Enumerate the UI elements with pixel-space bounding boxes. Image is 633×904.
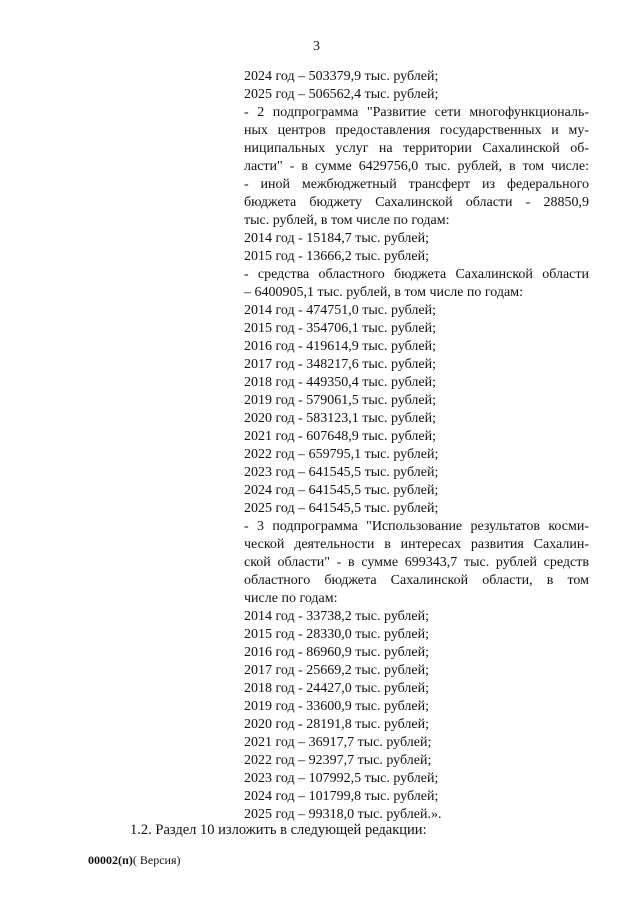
text-line: 2024 год – 503379,9 тыс. рублей; <box>244 69 439 84</box>
text-line: – 6400905,1 тыс. рублей, в том числе по годам: <box>244 285 523 300</box>
text-line: 2023 год – 641545,5 тыс. рублей; <box>244 465 439 480</box>
text-line: 2017 год - 25669,2 тыс. рублей; <box>244 663 430 678</box>
text-line: 2020 год - 28191,8 тыс. рублей; <box>244 717 430 732</box>
section-heading: 1.2. Раздел 10 изложить в следующей редакции: <box>130 822 427 838</box>
text-line: 2019 год - 33600,9 тыс. рублей; <box>244 699 430 714</box>
document-code: 00002(п) <box>88 853 133 867</box>
text-line: 2022 год – 92397,7 тыс. рублей; <box>244 753 432 768</box>
text-line: ской области" - в сумме 699343,7 тыс. рублей средств <box>244 555 589 570</box>
text-line: тыс. рублей, в том числе по годам: <box>244 213 450 228</box>
text-line: 2015 год - 13666,2 тыс. рублей; <box>244 249 430 264</box>
text-line: 2018 год - 449350,4 тыс. рублей; <box>244 375 437 390</box>
text-line: ческой деятельности в интересах развития Сахалин- <box>244 537 589 552</box>
text-line: 2014 год - 474751,0 тыс. рублей; <box>244 303 437 318</box>
text-line: 2021 год - 607648,9 тыс. рублей; <box>244 429 437 444</box>
text-line: 2017 год - 348217,6 тыс. рублей; <box>244 357 437 372</box>
document-body <box>244 68 589 824</box>
text-line: 2016 год - 86960,9 тыс. рублей; <box>244 645 430 660</box>
text-line: 2021 год – 36917,7 тыс. рублей; <box>244 735 432 750</box>
text-line: ных центров предоставления государственных и му- <box>244 123 589 138</box>
text-line: областного бюджета Сахалинской области, в том <box>244 573 589 588</box>
text-line: - 3 подпрограмма "Использование результатов косми- <box>244 519 589 534</box>
text-line: 2019 год - 579061,5 тыс. рублей; <box>244 393 437 408</box>
text-line: 2022 год – 659795,1 тыс. рублей; <box>244 447 439 462</box>
text-line: 2015 год - 28330,0 тыс. рублей; <box>244 627 430 642</box>
text-line: - средства областного бюджета Сахалинской области <box>244 267 589 282</box>
text-line: ниципальных услуг на территории Сахалинской об- <box>244 141 589 156</box>
text-line: 2018 год - 24427,0 тыс. рублей; <box>244 681 430 696</box>
text-line: 2014 год - 15184,7 тыс. рублей; <box>244 231 430 246</box>
text-line: 2020 год - 583123,1 тыс. рублей; <box>244 411 437 426</box>
text-line: 2024 год – 101799,8 тыс. рублей; <box>244 789 439 804</box>
page-number: 3 <box>313 39 320 54</box>
document-version: ( Версия) <box>132 853 181 867</box>
text-line: 2015 год - 354706,1 тыс. рублей; <box>244 321 437 336</box>
document-footer <box>88 852 181 868</box>
text-line: ласти" - в сумме 6429756,0 тыс. рублей, в том числе: <box>244 159 589 174</box>
text-line: - 2 подпрограмма "Развитие сети многофункциональ- <box>244 105 589 120</box>
text-line: - иной межбюджетный трансферт из федерального <box>244 177 589 192</box>
text-line: 2016 год - 419614,9 тыс. рублей; <box>244 339 437 354</box>
text-line: числе по годам: <box>244 591 338 606</box>
text-line: бюджета бюджету Сахалинской области - 28850,9 <box>244 195 589 210</box>
text-line: 2025 год – 99318,0 тыс. рублей.». <box>244 807 442 822</box>
text-line: 2014 год - 33738,2 тыс. рублей; <box>244 609 430 624</box>
text-line: 2024 год – 641545,5 тыс. рублей; <box>244 483 439 498</box>
text-line: 2025 год – 506562,4 тыс. рублей; <box>244 87 439 102</box>
text-line: 2023 год – 107992,5 тыс. рублей; <box>244 771 439 786</box>
text-line: 2025 год – 641545,5 тыс. рублей; <box>244 501 439 516</box>
